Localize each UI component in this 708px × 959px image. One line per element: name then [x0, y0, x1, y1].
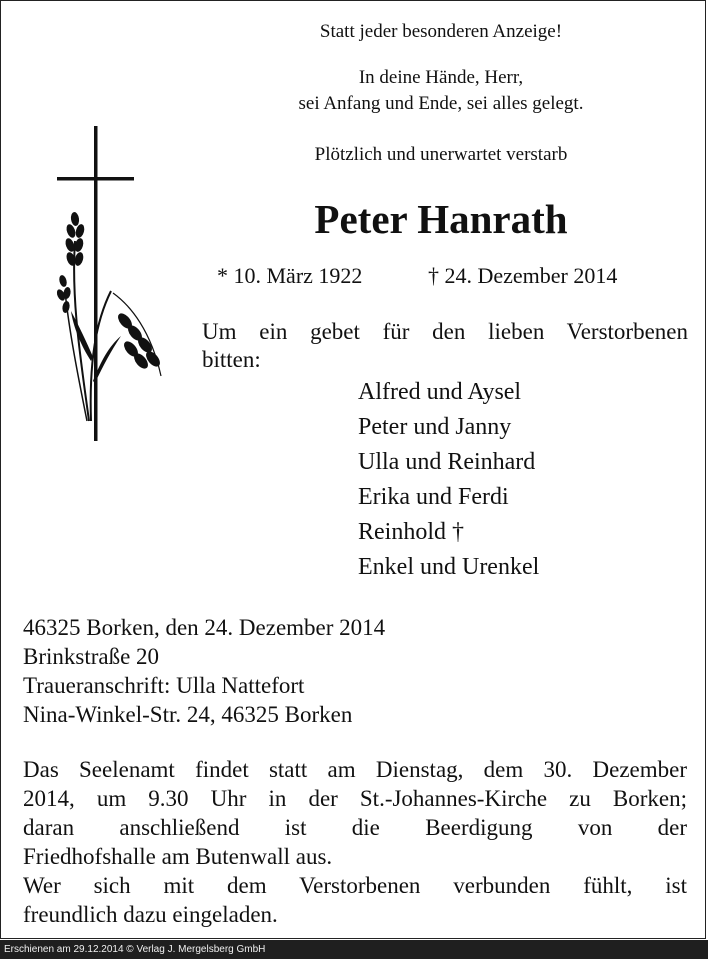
cross-with-wheat-icon: [51, 121, 171, 446]
family-member: Alfred und Aysel: [358, 379, 522, 405]
address-line: Traueranschrift: Ulla Nattefort: [23, 673, 305, 698]
address-line: Brinkstraße 20: [23, 644, 160, 669]
birth-date: * 10. März 1922: [217, 263, 363, 288]
family-member: Peter und Janny: [358, 414, 512, 440]
family-member: Enkel und Urenkel: [358, 554, 540, 580]
prayer-request-line-2: bitten:: [202, 347, 261, 372]
service-line: Das Seelenamt findet statt am Dienstag, dem 30. Dezember: [23, 757, 687, 782]
family-member: Erika und Ferdi: [358, 484, 509, 510]
family-member: Ulla und Reinhard: [358, 449, 536, 475]
deceased-name: Peter Hanrath: [314, 196, 568, 242]
death-date: † 24. Dezember 2014: [428, 263, 618, 288]
address-line: 46325 Borken, den 24. Dezember 2014: [23, 615, 386, 640]
prayer-request-line-1: Um ein gebet für den lieben Verstorbenen: [202, 319, 688, 344]
verse-line-2: sei Anfang und Ende, sei alles gelegt.: [298, 93, 584, 114]
opening-line: Statt jeder besonderen Anzeige!: [319, 21, 563, 42]
publisher-footer: Erschienen am 29.12.2014 © Verlag J. Mergelsberg GmbH: [0, 940, 708, 959]
service-line: daran anschließend ist die Beerdigung von der: [23, 815, 687, 840]
family-member: Reinhold †: [358, 519, 464, 545]
announcement: Plötzlich und unerwartet verstarb: [314, 144, 568, 165]
address-line: Nina-Winkel-Str. 24, 46325 Borken: [23, 702, 353, 727]
service-line: freundlich dazu eingeladen.: [23, 902, 278, 927]
service-line: 2014, um 9.30 Uhr in der St.-Johannes-Kirche zu Borken;: [23, 786, 687, 811]
service-line: Wer sich mit dem Verstorbenen verbunden fühlt, ist: [23, 873, 687, 898]
verse-line-1: In deine Hände, Herr,: [358, 67, 524, 88]
service-line: Friedhofshalle am Butenwall aus.: [23, 844, 333, 869]
